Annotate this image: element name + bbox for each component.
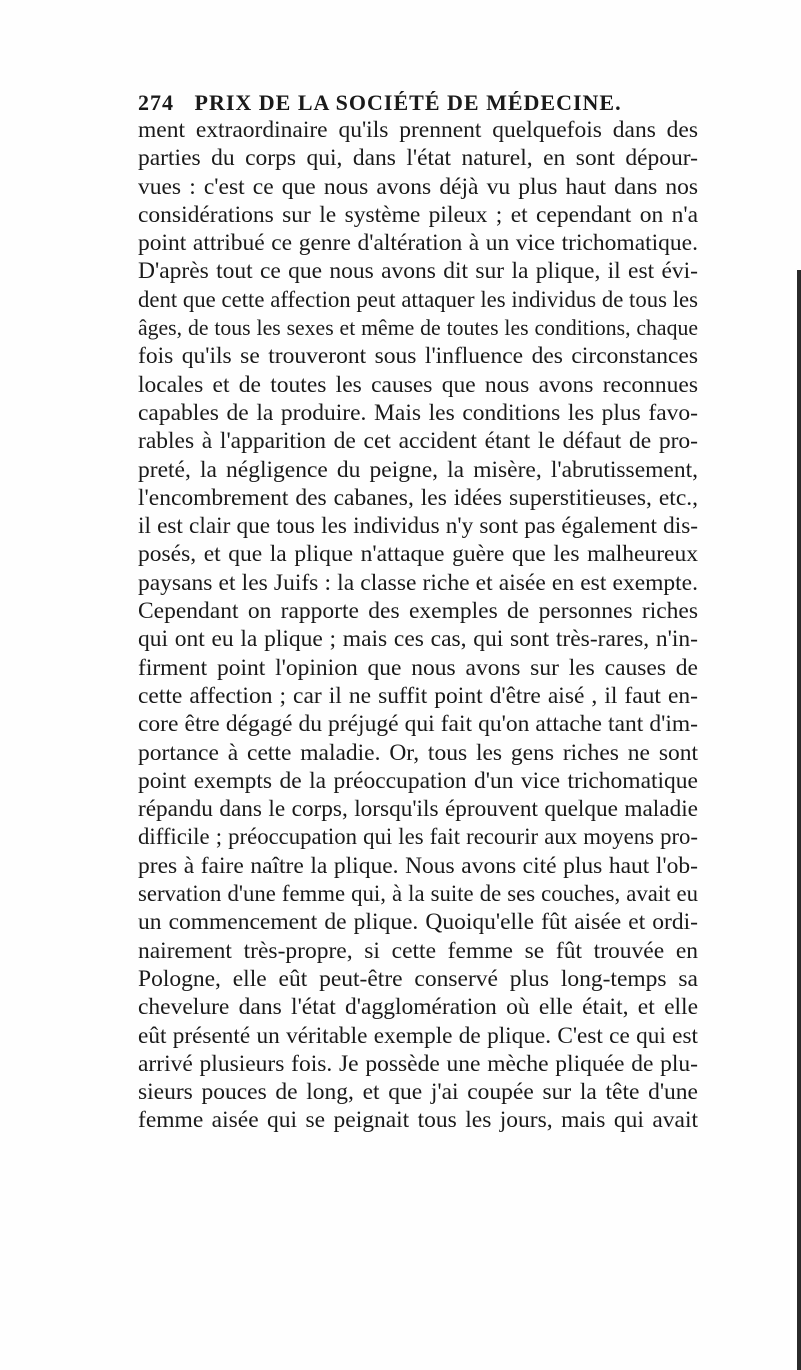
- page-number: 274: [138, 90, 174, 115]
- text-line: preté, la négligence du peigne, la misère, l'abrutissement,: [138, 456, 698, 483]
- text-line: qui ont eu la plique ; mais ces cas, qui sont très-rares, n'in-: [138, 626, 698, 653]
- text-line: ment extraordinaire qu'ils prennent quelquefois dans des: [138, 117, 698, 143]
- text-line: un commencement de plique. Quoiqu'elle fût aisée et ordi-: [138, 909, 698, 936]
- text-line: point attribué ce genre d'altération à un vice trichomatique.: [138, 230, 698, 257]
- body-text: [138, 116, 698, 1135]
- text-line: nairement très-propre, si cette femme se fût trouvée en: [138, 937, 698, 964]
- text-line: point exempts de la préoccupation d'un vice trichomatique: [138, 767, 698, 794]
- text-line: paysans et les Juifs : la classe riche et aisée en est exempte.: [138, 569, 698, 596]
- text-line: Pologne, elle eût peut-être conservé plus long-temps sa: [138, 965, 698, 992]
- text-line: Cependant on rapporte des exemples de personnes riches: [138, 598, 698, 625]
- text-line: difficile ; préoccupation qui les fait recourir aux moyens pro-: [138, 824, 698, 850]
- text-line: répandu dans le corps, lorsqu'ils éprouvent quelque maladie: [138, 796, 698, 823]
- text-line: il est clair que tous les individus n'y sont pas également dis-: [138, 513, 698, 540]
- running-title: PRIX DE LA SOCIÉTÉ DE MÉDECINE.: [194, 90, 622, 115]
- text-line: âges, de tous les sexes et même de toutes les conditions, chaque: [138, 316, 698, 341]
- text-line: parties du corps qui, dans l'état naturel, en sont dépour-: [138, 145, 698, 172]
- text-line: pres à faire naître la plique. Nous avons cité plus haut l'ob-: [138, 852, 698, 879]
- text-line: servation d'une femme qui, à la suite de ses couches, avait eu: [138, 881, 698, 907]
- text-line: posés, et que la plique n'attaque guère que les malheureux: [138, 541, 698, 568]
- text-line: considérations sur le système pileux ; et cependant on n'a: [138, 201, 698, 228]
- text-line: firment point l'opinion que nous avons sur les causes de: [138, 654, 698, 681]
- text-line: fois qu'ils se trouveront sous l'influence des circonstances: [138, 343, 698, 370]
- text-line: core être dégagé du préjugé qui fait qu'on attache tant d'im-: [138, 711, 698, 738]
- text-line: eût présenté un véritable exemple de plique. C'est ce qui est: [138, 1022, 698, 1049]
- text-line: l'encombrement des cabanes, les idées superstitieuses, etc.,: [138, 484, 698, 511]
- text-line: arrivé plusieurs fois. Je possède une mèche pliquée de plu-: [138, 1050, 698, 1077]
- text-line: rables à l'apparition de cet accident étant le défaut de pro-: [138, 428, 698, 455]
- text-line: capables de la produire. Mais les conditions les plus favo-: [138, 399, 698, 426]
- text-line: sieurs pouces de long, et que j'ai coupée sur la tête d'une: [138, 1079, 698, 1106]
- page-binding-edge: [797, 270, 801, 1370]
- text-line: portance à cette maladie. Or, tous les gens riches ne sont: [138, 739, 698, 766]
- text-line: D'après tout ce que nous avons dit sur la plique, il est évi-: [138, 258, 698, 285]
- text-line: locales et de toutes les causes que nous avons reconnues: [138, 371, 698, 398]
- text-line: femme aisée qui se peignait tous les jours, mais qui avait: [138, 1107, 698, 1134]
- text-line: chevelure dans l'état d'agglomération où elle était, et elle: [138, 994, 698, 1021]
- text-line: vues : c'est ce que nous avons déjà vu plus haut dans nos: [138, 173, 698, 200]
- text-line: cette affection ; car il ne suffit point d'être aisé , il faut en-: [138, 682, 698, 709]
- text-line: dent que cette affection peut attaquer les individus de tous les: [138, 286, 698, 312]
